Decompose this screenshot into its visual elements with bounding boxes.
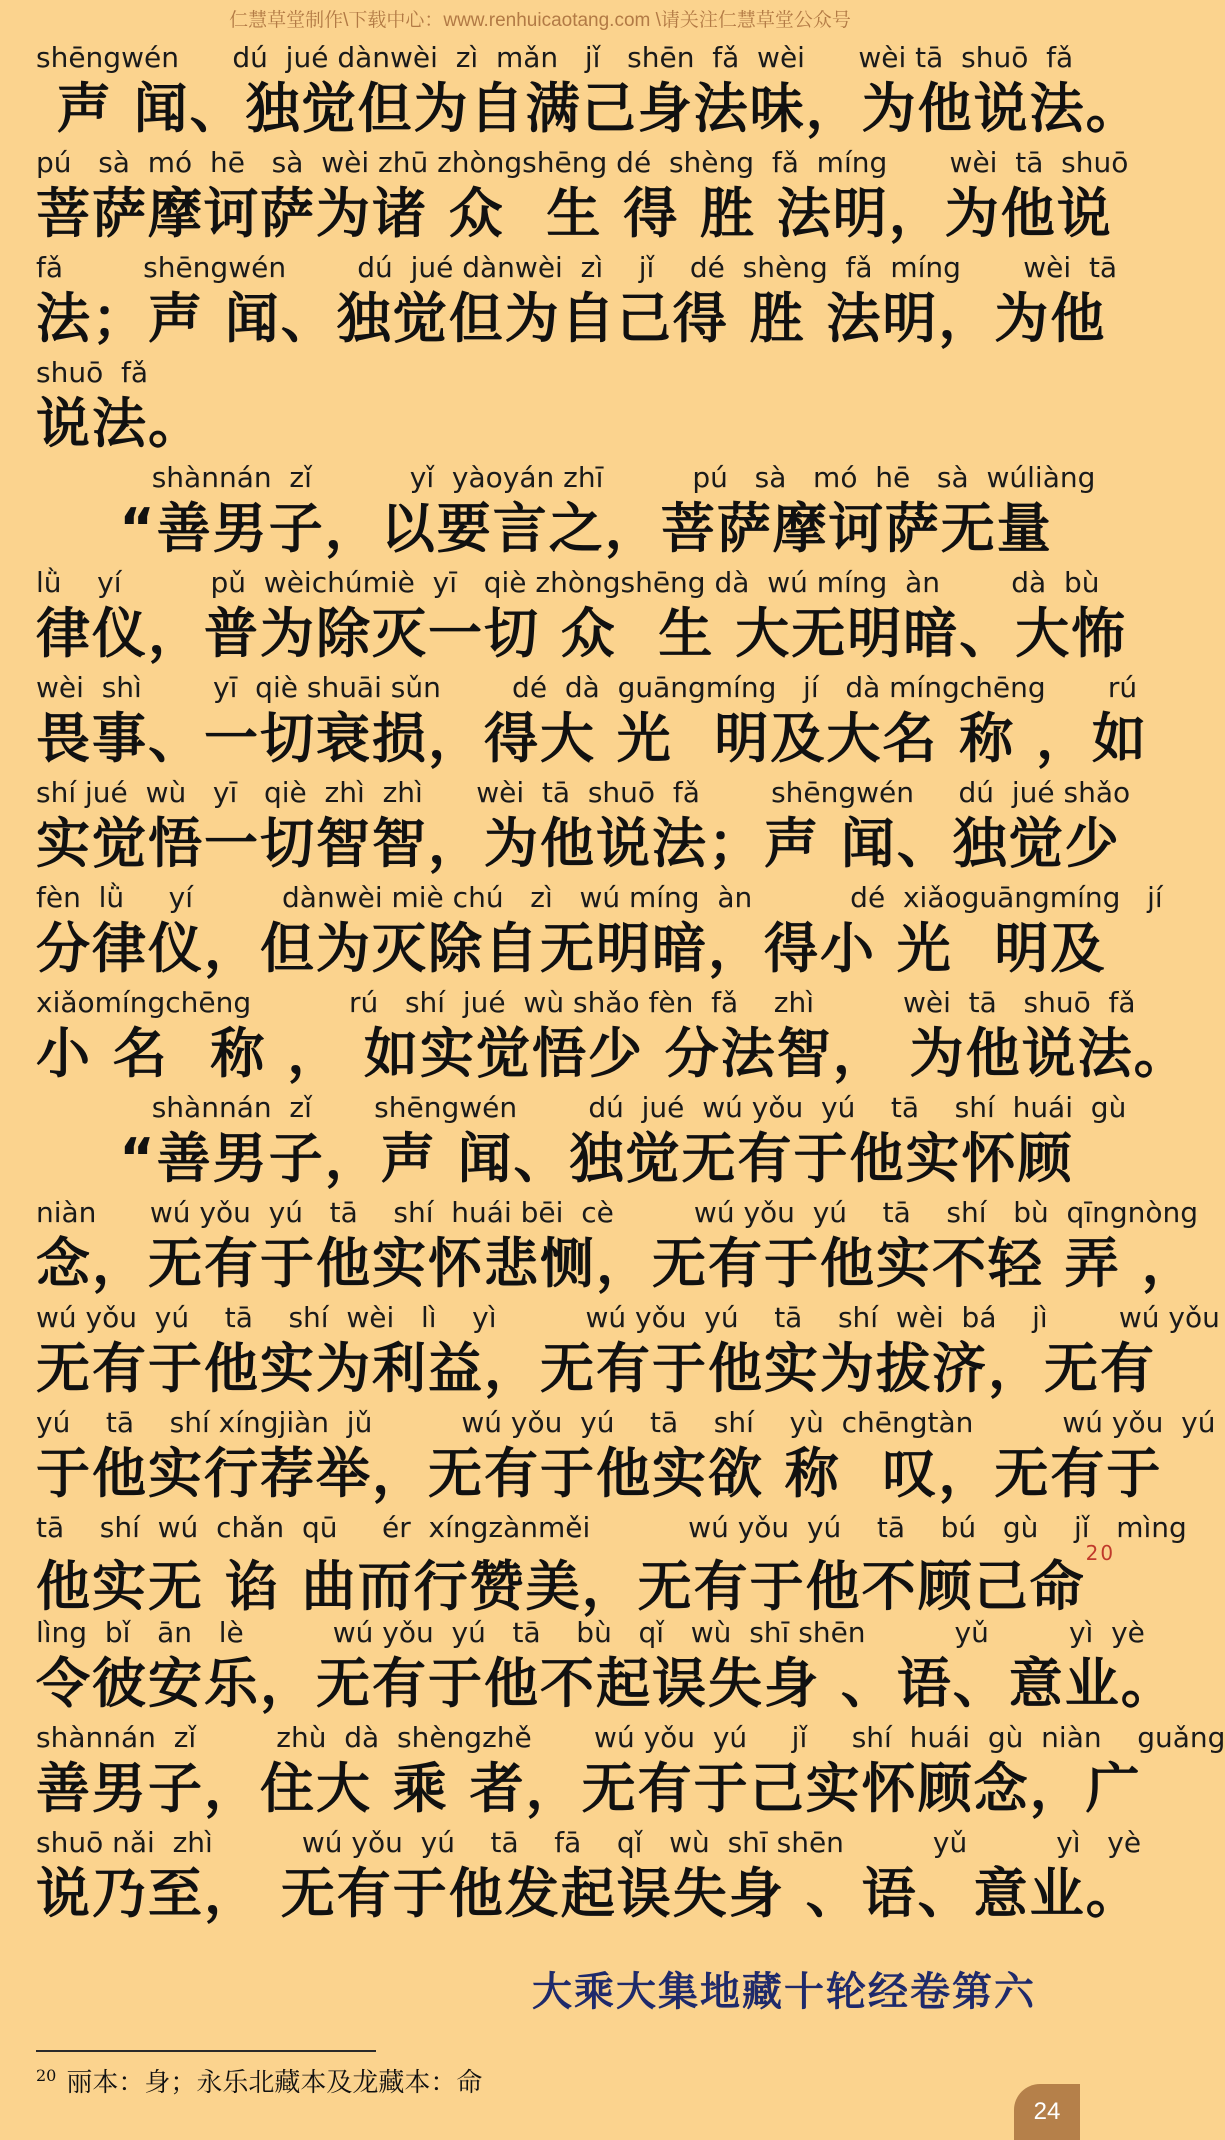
scripture-text (36, 40, 1225, 1930)
hanzi-row: 畏事、一切衰损，得大 光 明及大名 称 ，如 (36, 707, 1148, 770)
pinyin-row: shuō nǎi zhì wú yǒu yú tā fā qǐ wù shī shēn yǔ yì yè (36, 1826, 1142, 1859)
hanzi-row: 分律仪，但为灭除自无明暗，得小 光 明及 (36, 917, 1107, 980)
hanzi-row: 念，无有于他实怀悲恻，无有于他实不轻 弄 ， (36, 1232, 1198, 1295)
text-line (36, 40, 1142, 145)
footnote (36, 2062, 482, 2099)
pinyin-row: shànnán zǐ shēngwén dú jué wú yǒu yú tā shí huái gù (36, 1091, 1127, 1124)
hanzi-row: 无有于他实为利益，无有于他实为拔济，无有 (36, 1337, 1156, 1400)
pinyin-row: fǎ shēngwén dú jué dànwèi zì jǐ dé shèng fǎ míng wèi tā (36, 251, 1118, 284)
text-line (36, 355, 1046, 460)
pinyin-row: xiǎomíngchēng rú shí jué wù shǎo fèn fǎ zhì wèi tā shuō fǎ (36, 986, 1136, 1019)
chapter-colophon: 大乘大集地藏十轮经卷第六 (532, 1968, 1036, 2015)
pinyin-row: lìng bǐ ān lè wú yǒu yú tā bù qǐ wù shī shēn yǔ yì yè (36, 1616, 1145, 1649)
text-line (36, 1300, 1220, 1405)
pinyin-row: niàn wú yǒu yú tā shí huái bēi cè wú yǒu yú tā shí bù qīngnòng (36, 1196, 1198, 1229)
pinyin-row: shēngwén dú jué dànwèi zì mǎn jǐ shēn fǎ wèi wèi tā shuō fǎ (36, 41, 1074, 74)
pinyin-row: lǜ yí pǔ wèichúmiè yī qiè zhòngshēng dà wú míng àn dà bù (36, 566, 1100, 599)
text-line (36, 1825, 1142, 1930)
text-line (36, 145, 1129, 250)
pinyin-row: yú tā shí xíngjiàn jǔ wú yǒu yú tā shí yù chēngtàn wú yǒu yú (36, 1406, 1216, 1439)
text-line (36, 460, 1096, 565)
text-line (36, 565, 1128, 670)
text-line (36, 1720, 1225, 1825)
hanzi-row: 说乃至， 无有于他发起误失身 、语、意业。 (36, 1862, 1142, 1925)
hanzi-row: 菩萨摩诃萨为诸 众 生 得 胜 法明，为他说 (36, 182, 1113, 245)
text-line (36, 1510, 1187, 1618)
hanzi-row: 法；声 闻、独觉但为自己得 胜 法明，为他 (36, 287, 1107, 350)
footnote-text: 丽本：身；永乐北藏本及龙藏本：命 (66, 2068, 483, 2098)
hanzi-row: 善男子，住大 乘 者，无有于己实怀顾念，广 (36, 1757, 1142, 1820)
hanzi-row: 实觉悟一切智智，为他说法；声 闻、独觉少 (36, 812, 1121, 875)
hanzi-row: “善男子，声 闻、独觉无有于他实怀顾 (36, 1127, 1074, 1190)
page-header: 仁慧草堂制作\下载中心：www.renhuicaotang.com \请关注仁慧草堂公众号 (229, 10, 851, 31)
hanzi-row: “善男子，以要言之，菩萨摩诃萨无量 (36, 497, 1053, 560)
footnote-reference[interactable]: 20 (1085, 1541, 1116, 1565)
pinyin-row: shànnán zǐ zhù dà shèngzhě wú yǒu yú jǐ shí huái gù niàn guǎng (36, 1721, 1225, 1754)
text-line (36, 985, 1190, 1090)
hanzi-row (36, 1541, 1116, 1618)
text-line (36, 670, 1148, 775)
text-line (36, 1615, 1177, 1720)
text-line (36, 1195, 1198, 1300)
text-line (36, 880, 1163, 985)
text-line (36, 1090, 1127, 1195)
pinyin-row: shuō fǎ (36, 356, 149, 389)
hanzi-row: 小 名 称 ， 如实觉悟少 分法智， 为他说法。 (36, 1022, 1190, 1085)
footnote-number: 20 (36, 2066, 57, 2086)
hanzi-row: 于他实行荐举，无有于他实欲 称 叹，无有于 (36, 1442, 1163, 1505)
pinyin-row: shí jué wù yī qiè zhì zhì wèi tā shuō fǎ shēngwén dú jué shǎo (36, 776, 1131, 809)
hanzi-row: 令彼安乐，无有于他不起误失身 、语、意业。 (36, 1652, 1177, 1715)
hanzi-row: 律仪，普为除灭一切 众 生 大无明暗、大怖 (36, 602, 1128, 665)
text-line (36, 1405, 1216, 1510)
page-number-badge: 24 (1014, 2084, 1080, 2140)
text-line (36, 775, 1131, 880)
text-line (36, 250, 1118, 355)
hanzi-text: 他实无 谄 曲而行赞美，无有于他不顾己命 (36, 1555, 1086, 1618)
hanzi-row: 声 闻、独觉但为自满己身法味，为他说法。 (36, 77, 1142, 140)
footnote-divider (36, 2050, 376, 2052)
hanzi-row: 说法。 (36, 392, 204, 455)
pinyin-row: tā shí wú chǎn qū ér xíngzànměi wú yǒu yú tā bú gù jǐ mìng (36, 1511, 1187, 1544)
pinyin-row: wèi shì yī qiè shuāi sǔn dé dà guāngmíng jí dà míngchēng rú (36, 671, 1138, 704)
pinyin-row: pú sà mó hē sà wèi zhū zhòngshēng dé shèng fǎ míng wèi tā shuō (36, 146, 1129, 179)
pinyin-row: wú yǒu yú tā shí wèi lì yì wú yǒu yú tā shí wèi bá jì wú yǒu (36, 1301, 1220, 1334)
pinyin-row: fèn lǜ yí dànwèi miè chú zì wú míng àn dé xiǎoguāngmíng jí (36, 881, 1163, 914)
pinyin-row: shànnán zǐ yǐ yàoyán zhī pú sà mó hē sà wúliàng (36, 461, 1096, 494)
